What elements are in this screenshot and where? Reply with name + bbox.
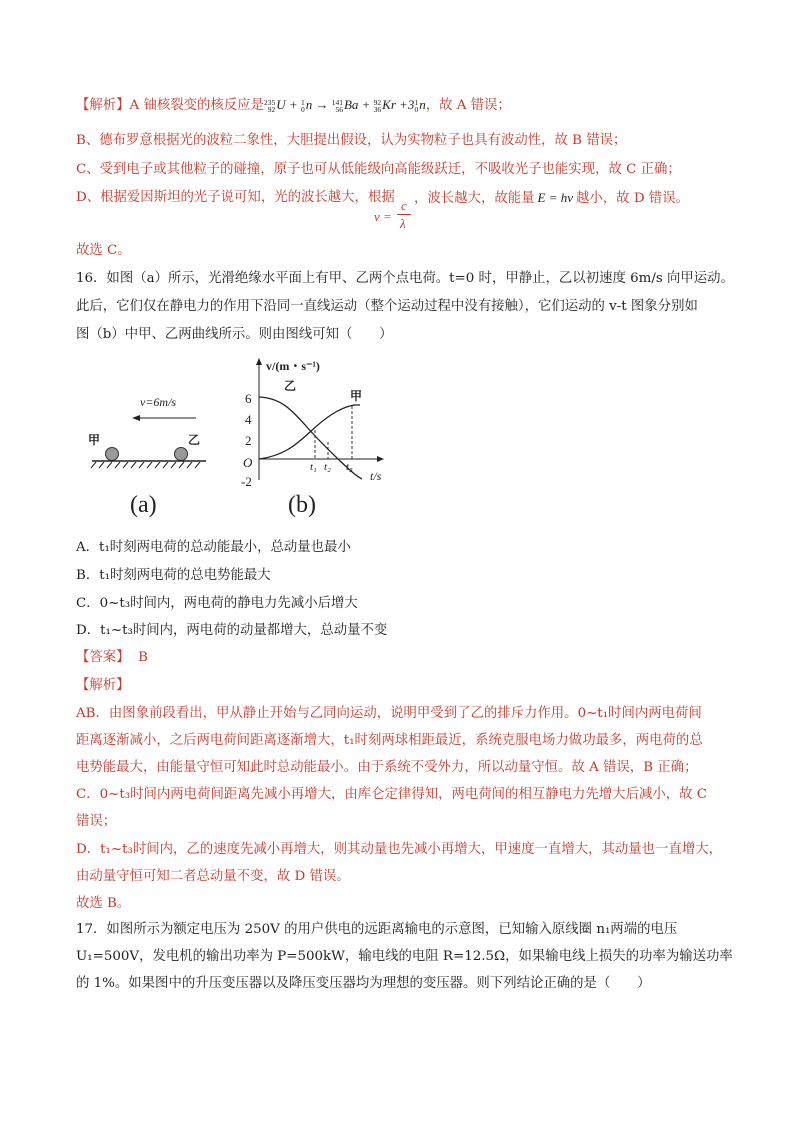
- t2-label: t₂: [324, 461, 331, 473]
- q16-analysis-label: 【解析】: [76, 678, 130, 693]
- figure-b: [241, 358, 384, 518]
- y-axis-label: v/(m・s⁻¹): [266, 359, 320, 373]
- curve-yi-label: 乙: [284, 379, 297, 393]
- figure-a: [88, 395, 206, 518]
- curve-jia-label: 甲: [350, 389, 363, 403]
- charge-yi-ball: [175, 448, 188, 461]
- y-tick-4: 4: [245, 412, 252, 427]
- wavelength-formula: v = c λ: [374, 198, 414, 234]
- t1-label: t₁: [310, 461, 317, 473]
- velocity-label: v=6m/s: [140, 395, 177, 409]
- q16-analysis-line-7: 由动量守恒可知二者总动量不变，故 D 错误。: [76, 869, 350, 884]
- nuclear-reaction-equation: 235 92 U + 1 0 n → 141 56 Ba + 92 36 Kr +3 1 0 n: [264, 97, 426, 115]
- caption-a: (a): [130, 492, 157, 518]
- analysis-prefix: 【解析】A 铀核裂变的核反应是: [76, 98, 265, 113]
- q16-analysis-line-2: 距离逐渐减小，之后两电荷间距离逐渐增大，t₁时刻两球相距最近，系统克服电场力做功最多，两电荷的总: [76, 733, 703, 748]
- t3-label: t₃: [346, 461, 353, 473]
- q16-conclusion: 故选 B。: [76, 896, 131, 911]
- caption-b: (b): [288, 492, 316, 518]
- analysis-conclusion: 故选 C。: [76, 243, 131, 258]
- charge-jia-ball: [106, 448, 119, 461]
- q17-stem-line-2: U₁=500V，发电机的输出功率为 P=500kW，输电线的电阻 R=12.5Ω，如果输电线上损失的功率为输送功率: [76, 949, 733, 964]
- q16-figure: [88, 358, 418, 528]
- analysis-line-2: B、德布罗意根据光的波粒二象性，大胆提出假设，认为实物粒子也具有波动性，故 B 错误；: [76, 133, 627, 148]
- analysis-line-3: C、受到电子或其他粒子的碰撞，原子也可从低能级向高能级跃迁，不吸收光子也能实现，故 C 正确；: [76, 162, 681, 177]
- q16-analysis-line-6: D．t₁~t₃时间内，乙的速度先减小再增大，则其动量也先减小再增大，甲速度一直增大，其动量也一直增大，: [76, 842, 723, 857]
- y-tick-neg2: -2: [241, 474, 252, 489]
- analysis-line-4: D、根据爱因斯坦的光子说可知，光的波长越大，根据: [76, 190, 395, 205]
- x-axis-label: t/s: [370, 469, 382, 483]
- q16-stem-line-1: 16．如图（a）所示，光滑绝缘水平面上有甲、乙两个点电荷。t=0 时，甲静止，乙以初速度 6m/s 向甲运动。: [76, 271, 734, 286]
- answer-value: B: [138, 650, 148, 665]
- charge-yi-label: 乙: [188, 433, 201, 447]
- y-tick-6: 6: [245, 391, 252, 406]
- q16-analysis-line-5: 错误；: [76, 814, 117, 829]
- q17-stem-line-3: 的 1%。如果图中的升压变压器以及降压变压器均为理想的变压器。则下列结论正确的是（ ）: [76, 976, 651, 991]
- q16-stem-line-2: 此后，它们仅在静电力的作用下沿同一直线运动（整个运动过程中没有接触），它们运动的 v-t 图象分别如: [76, 299, 698, 314]
- q16-analysis-line-3: 电势能最大，由能量守恒可知此时总动能最小。由于系统不受外力，所以动量守恒。故 A 错误，B 正确；: [76, 760, 698, 775]
- q16-option-d: D．t₁~t₃时间内，两电荷的动量都增大，总动量不变: [76, 623, 388, 638]
- curve-jia: [259, 405, 360, 459]
- origin-label: O: [243, 455, 253, 470]
- q16-answer: [76, 649, 148, 667]
- q17-stem-line-1: 17．如图所示为额定电压为 250V 的用户供电的远距离输电的示意图，已知输入原线圈 n₁两端的电压: [76, 922, 678, 937]
- q16-option-b: B．t₁时刻两电荷的总电势能最大: [76, 568, 271, 583]
- ground-hatching: [91, 462, 200, 468]
- analysis-line-1: [76, 96, 511, 115]
- charge-jia-label: 甲: [88, 433, 101, 447]
- analysis-line-4-cont: ，波长越大，故能量 E = hν 越小，故 D 错误。: [414, 190, 689, 206]
- velocity-arrow-head: [132, 415, 140, 421]
- q16-stem-line-3: 图（b）中甲、乙两曲线所示。则由图线可知（ ）: [76, 327, 393, 342]
- answer-label: 【答案】: [76, 650, 130, 665]
- q16-option-a: A．t₁时刻两电荷的总动能最小，总动量也最小: [76, 540, 351, 555]
- q16-analysis-line-1: AB．由图象前段看出，甲从静止开始与乙同向运动，说明甲受到了乙的排斥力作用。0~t₁时间内两电荷间: [76, 706, 702, 721]
- q16-option-c: C．0~t₃时间内，两电荷的静电力先减小后增大: [76, 596, 358, 611]
- q16-analysis-line-4: C．0~t₃时间内两电荷间距离先减小再增大，由库仑定律得知，两电荷间的相互静电力先增大后减小，故 C: [76, 787, 708, 802]
- y-tick-2: 2: [245, 433, 252, 448]
- analysis-suffix: ，故 A 错误；: [425, 98, 511, 113]
